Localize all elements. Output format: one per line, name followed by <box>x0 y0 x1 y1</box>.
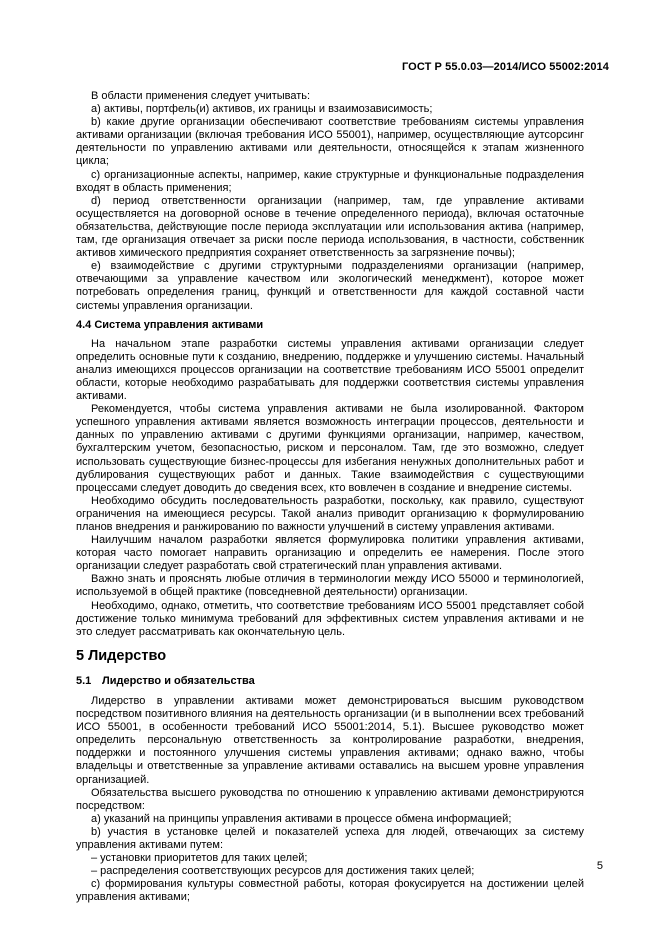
section-5-1-subitem: – установки приоритетов для таких целей; <box>91 852 308 865</box>
section-5-heading: 5 Лидерство <box>76 647 167 664</box>
page-number: 5 <box>596 860 603 872</box>
section-5-1-item-b: b) участия в установке целей и показателей успеха для людей, отвечающих за систему управления активами путем: <box>76 825 584 851</box>
section-5-1-heading <box>76 675 584 688</box>
section-5-1-paragraph: Обязательства высшего руководства по отношению к управлению активами демонстрируются посредством: <box>76 786 584 812</box>
section-5-1-item-c: c) формирования культуры совместной работы, которая фокусируется на достижении целей управления активами; <box>76 878 584 904</box>
document-header: ГОСТ Р 55.0.03—2014/ИСО 55002:2014 <box>401 61 609 73</box>
scope-item-d: d) период ответственности организации (например, там, где управление активами осуществляется на договорной основе в течение определенного периода), включая остаточные обязательства, действующие после периода эксплуатации или использования актива (например, там, где организация отвечает за риски после периода использования, в частности, собственник активов химического предприятия сохраняет ответственность за загрязнение почвы); <box>76 194 584 260</box>
page-content <box>76 90 584 904</box>
section-4-4-paragraph: Необходимо, однако, отметить, что соответствие требованиям ИСО 55001 представляет собой достижение только минимума требований для эффективных систем управления активами и не это следует рассматривать как окончательную цель. <box>76 599 584 638</box>
section-5-1-title: Лидерство и обязательства <box>102 674 255 687</box>
scope-item-b: b) какие другие организации обеспечивают соответствие требованиям системы управления активами организации (включая требования ИСО 55001), например, осуществляющие аутсорсинг деятельности по управлению активами или деятельности, относящейся к этапам жизненного цикла; <box>76 116 584 168</box>
section-4-4-paragraph: Необходимо обсудить последовательность разработки, поскольку, как правило, существуют ограничения на имеющиеся ресурсы. Такой анализ приводит организацию к формулированию планов внедрения и ранжированию по важности улучшений в систему управления активами. <box>76 494 584 533</box>
section-4-4-paragraph: Наилучшим началом разработки является формулировка политики управления активами, которая часто помогает направить организацию и определить ее намерения. После этого организации следует разработать свой стратегический план управления активами. <box>76 534 584 573</box>
scope-item-e: e) взаимодействие с другими структурными подразделениями организации (например, отвечающими за управление качеством или экологический менеджмент), которое может потребовать определения границ, функций и ответственности для каждой составной части системы управления организации. <box>76 260 584 312</box>
scope-intro: В области применения следует учитывать: <box>91 90 311 102</box>
section-5-1-paragraph: Лидерство в управлении активами может демонстрироваться высшим руководством посредством позитивного влияния на деятельность организации (и в выполнении всех требований ИСО 55001, в особенности требований ИСО 55001:2014, 5.1). Высшее руководство может определить персональную ответственность за контролирование разработки, внедрения, поддержки и постоянного улучшения системы управления активами; однако важно, чтобы владельцы и ответственные за управление активами оставались на высшем уровне управления организацией. <box>76 694 584 786</box>
section-5-1-number: 5.1 <box>76 674 92 687</box>
section-4-4-heading: 4.4 Система управления активами <box>76 318 264 331</box>
scope-item-c: c) организационные аспекты, например, какие структурные и функциональные подразделения входят в область применения; <box>76 168 584 194</box>
section-5-1-subitem: – распределения соответствующих ресурсов для достижения таких целей; <box>91 865 475 878</box>
section-4-4-paragraph: Рекомендуется, чтобы система управления активами не была изолированной. Фактором успешного управления активами является возможность интеграции процессов, деятельности и данных по управлению активами с другими функциями организации, например, качеством, бухгалтерским учетом, безопасностью, риском и персоналом. Там, где это возможно, следует использовать существующие бизнес-процессы для избегания ненужных дополнительных работ и дублирования существующих работ и данных. Такие взаимодействия с существующими процессами следует доводить до сведения всех, кто вовлечен в создание и внедрение системы. <box>76 403 584 494</box>
section-4-4-paragraph: На начальном этапе разработки системы управления активами организации следует определить основные пути к созданию, внедрению, поддержке и улучшению системы. Начальный анализ имеющихся процессов организации на соответствие требованиям ИСО 55001 определит области, которые необходимо разрабатывать для поддержки соответствия системы управления активами. <box>76 337 584 403</box>
section-4-4-paragraph: Важно знать и прояснять любые отличия в терминологии между ИСО 55000 и терминологией, используемой в общей практике (повседневной деятельности) организации. <box>76 573 584 599</box>
scope-item-a: a) активы, портфель(и) активов, их границы и взаимозависимость; <box>91 103 433 116</box>
section-5-1-item-a: a) указаний на принципы управления активами в процессе обмена информацией; <box>91 812 512 825</box>
